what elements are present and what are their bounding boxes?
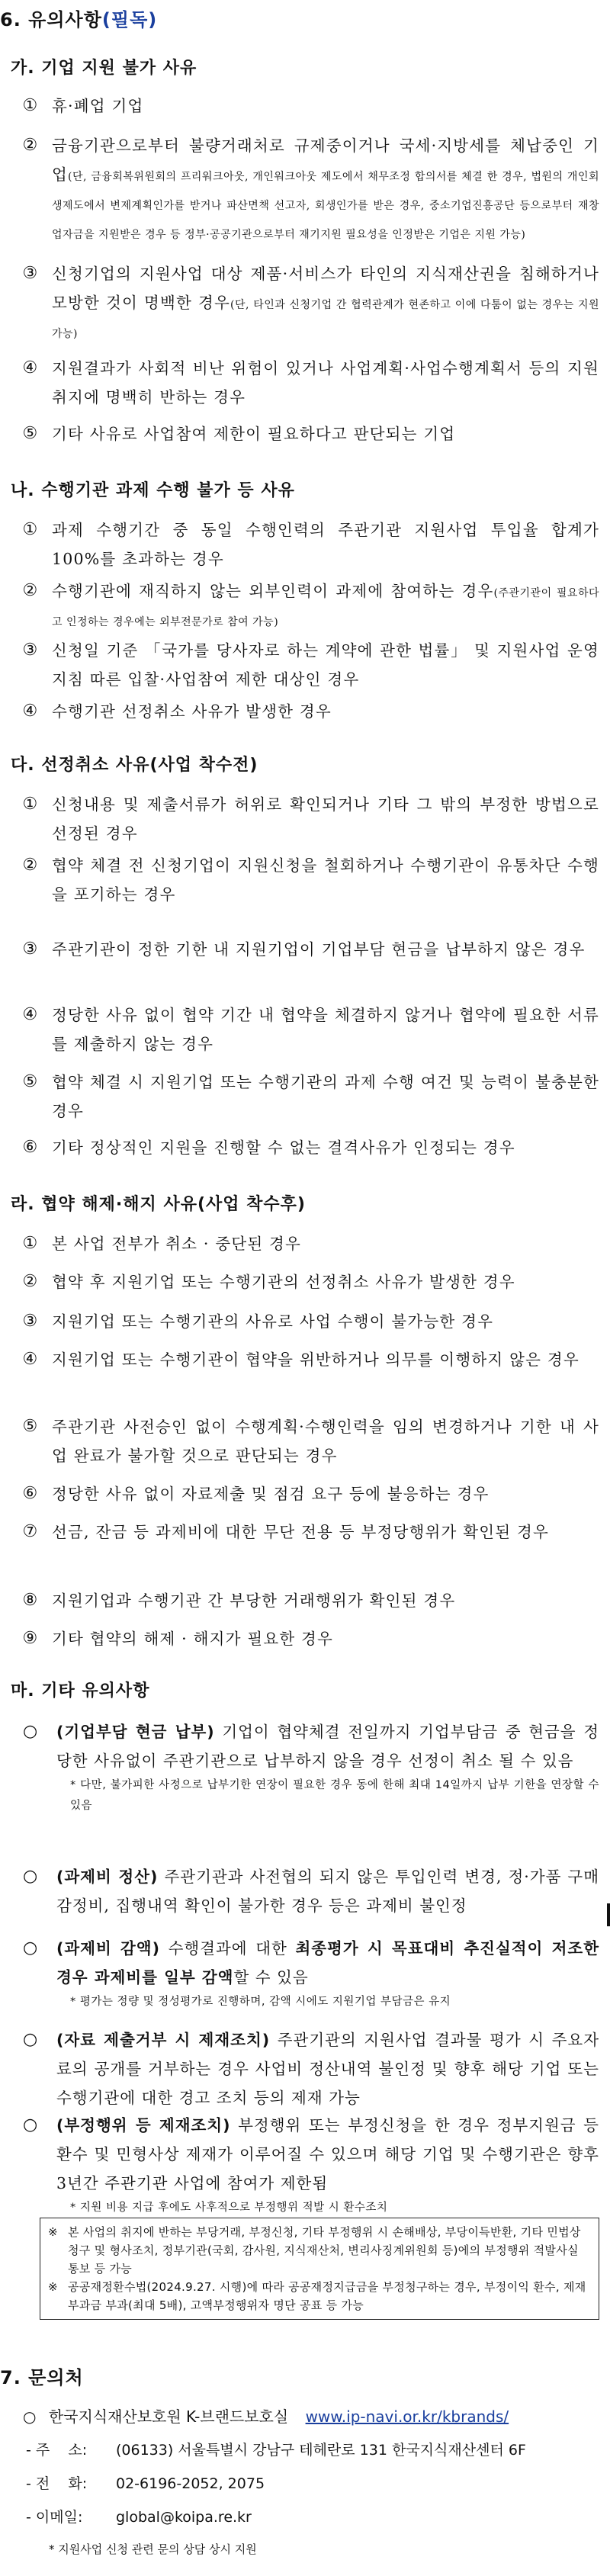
ma-bullet-settlement: ○ (과제비 정산) 주관기관과 사전협의 되지 않은 투입인력 변경, 정·가품 구매 감정비, 집행내역 확인이 불가한 경우 등은 과제비 불인정 [23,1867,600,1915]
na-item-2: ② 수행기관에 재직하지 않는 외부인력이 과제에 참여하는 경우(주관기관이 필요하다고 인정하는 경우에는 외부전문가로 참여 가능) [22,581,599,628]
ga-item-2: ② 금융기관으로부터 불량거래처로 규제중이거나 국세·지방세를 체납중인 기업(단, 금융회복위원회의 프리워크아웃, 개인워크아웃 제도에서 채무조정 합의서를 체결 한 경우, 법원의 개인회생제도에서 변제계획인가를 받거나 파산면책 선고자, 회생인가를 받은 경우, 중소기업진흥공단 등으로부터 재창업자금을 지원받은 경우 등 정부·공공기관으로부터 재기지원 필요성을 인정받은 기업은 지원 가능) [22,136,599,241]
ma-bullet-cash-payment: ○ (기업부담 현금 납부) 기업이 협약체결 전일까지 기업부담금 중 현금을 정당한 사유없이 주관기관으로 납부하지 않을 경우 선정이 취소 될 수 있음 * 다만, 불가피한 사정으로 납부기한 연장이 필요한 경우 동에 한해 최대 14일까지 납부 기한을 연장할 수 있음 [23,1722,600,1812]
ga-item-3: ③ 신청기업의 지원사업 대상 제품·서비스가 타인의 지식재산권을 침해하거나 모방한 것이 명백한 경우(단, 타인과 신청기업 간 협력관계가 현존하고 이에 다툼이 없는 경우는 지원 가능) [22,264,599,340]
contact-url-link[interactable]: www.ip-navi.or.kr/kbrands/ [305,2407,509,2426]
warning-row-1: ※ 본 사업의 취지에 반하는 부당거래, 부정신청, 기타 부정행위 시 손해배상, 부당이득반환, 기타 민법상 청구 및 형사조치, 정부기관(국회, 감사원, 지식재산처, 변리사징계위원회 등)에의 부정행위 적발사실 통보 등 가능 [48,2225,581,2276]
da-item-5: ⑤ 협약 체결 시 지원기업 또는 수행기관의 과제 수행 여건 및 능력이 불충분한 경우 [22,1072,599,1120]
da-item-2: ② 협약 체결 전 신청기업이 지원신청을 철회하거나 수행기관이 유통차단 수행을 포기하는 경우 [22,856,599,904]
ra-item-4: ④ 지원기업 또는 수행기관이 협약을 위반하거나 의무를 이행하지 않은 경우 [22,1350,580,1369]
section-7-title: 7. 문의처 [0,2367,84,2388]
ga-item-1: ① 휴·폐업 기업 [22,96,144,115]
ra-item-2: ② 협약 후 지원기업 또는 수행기관의 선정취소 사유가 발생한 경우 [22,1272,515,1291]
ma-bullet-refusal-sanction: ○ (자료 제출거부 시 제재조치) 주관기관의 지원사업 결과물 평가 시 주요자료의 공개를 거부하는 경우 사업비 정산내역 불인정 및 향후 해당 기업 또는 수행기관에 대한 경고 조치 등의 제재 가능 [23,2030,599,2107]
ga-item-5: ⑤ 기타 사유로 사업참여 제한이 필요하다고 판단되는 기업 [22,424,456,443]
ra-item-3: ③ 지원기업 또는 수행기관의 사유로 사업 수행이 불가능한 경우 [22,1312,494,1331]
contact-org: 한국지식재산보호원 K-브랜드보호실 [48,2407,289,2426]
contact-address: (06133) 서울특별시 강남구 테헤란로 131 한국지식재산센터 6F [116,2442,526,2459]
subsection-ga-title: 가. 기업 지원 불가 사유 [11,59,197,78]
na-item-4: ④ 수행기관 선정취소 사유가 발생한 경우 [22,702,332,721]
ra-item-6: ⑥ 정당한 사유 없이 자료제출 및 점검 요구 등에 불응하는 경우 [22,1484,490,1503]
required-reading-label: (필독) [101,9,158,31]
warning-box [40,2218,599,2320]
na-item-3: ③ 신청일 기준 「국가를 당사자로 하는 계약에 관한 법률」 및 지원사업 운영지침 따른 입찰·사업참여 제한 대상인 경우 [22,641,599,689]
contact-phone-line: - 전 화: 02-6196-2052, 2075 [26,2475,265,2492]
ra-item-1: ① 본 사업 전부가 취소 · 중단된 경우 [22,1234,302,1253]
da-item-3: ③ 주관기관이 정한 기한 내 지원기업이 기업부담 현금을 납부하지 않은 경우 [22,940,586,959]
contact-note: * 지원사업 신청 관련 문의 상담 상시 지원 [49,2542,257,2556]
subsection-ra-title: 라. 협약 해제·해지 사유(사업 착수후) [11,1195,306,1214]
section-6-title: 6. 유의사항(필독) [0,9,158,31]
contact-address-line: - 주 소: (06133) 서울특별시 강남구 테헤란로 131 한국지식재산센터 6F [26,2442,526,2459]
da-item-1: ① 신청내용 및 제출서류가 허위로 확인되거나 기타 그 밖의 부정한 방법으로 선정된 경우 [22,795,599,843]
page-edge-mark [607,1903,610,1926]
ra-item-9: ⑨ 기타 협약의 해제 · 해지가 필요한 경우 [22,1629,334,1648]
da-item-4: ④ 정당한 사유 없이 협약 기간 내 협약을 체결하지 않거나 협약에 필요한 서류를 제출하지 않는 경우 [22,1005,599,1053]
circle-bullet-icon: ○ [23,2407,37,2426]
subsection-da-title: 다. 선정취소 사유(사업 착수전) [11,756,258,775]
ra-item-8: ⑧ 지원기업과 수행기관 간 부당한 거래행위가 확인된 경우 [22,1591,456,1610]
ra-item-5: ⑤ 주관기관 사전승인 없이 수행계획·수행인력을 임의 변경하거나 기한 내 사업 완료가 불가할 것으로 판단되는 경우 [22,1417,599,1465]
contact-phone: 02-6196-2052, 2075 [116,2475,265,2492]
subsection-na-title: 나. 수행기관 과제 수행 불가 등 사유 [11,481,295,500]
contact-org-line [23,2402,602,2431]
contact-email[interactable]: global@koipa.re.kr [116,2509,252,2526]
ma-bullet-reduction: ○ (과제비 감액) 수행결과에 대한 최종평가 시 목표대비 추진실적이 저조한 경우 과제비를 일부 감액할 수 있음 * 평가는 정량 및 정성평가로 진행하며, 감액 시에도 지원기업 부담금은 유지 [23,1938,600,2008]
da-item-6: ⑥ 기타 정상적인 지원을 진행할 수 없는 결격사유가 인정되는 경우 [22,1138,515,1157]
subsection-ma-title: 마. 기타 유의사항 [11,1681,150,1701]
ma-bullet-fraud-sanction: ○ (부정행위 등 제재조치) 부정행위 또는 부정신청을 한 경우 정부지원금 등 환수 및 민형사상 제재가 이루어질 수 있으며 해당 기업 및 수행기관은 향후 3년간 주관기관 사업에 참여가 제한됨 * 지원 비용 지급 후에도 사후적으로 부정행위 적발 시 환수조치 [23,2115,599,2214]
na-item-1: ① 과제 수행기간 중 동일 수행인력의 주관기관 지원사업 투입율 합계가 100%를 초과하는 경우 [22,520,599,568]
ra-item-7: ⑦ 선금, 잔금 등 과제비에 대한 무단 전용 등 부정당행위가 확인된 경우 [22,1522,549,1541]
ga-item-4: ④ 지원결과가 사회적 비난 위험이 있거나 사업계획·사업수행계획서 등의 지원 취지에 명백히 반하는 경우 [22,358,599,406]
contact-email-line: - 이메일: global@koipa.re.kr [26,2509,252,2526]
warning-row-2: ※ 공공재정환수법(2024.9.27. 시행)에 따라 공공재정지급금을 부정청구하는 경우, 부정이익 환수, 제재 부과금 부과(최대 5배), 고액부정행위자 명단 공표 등 가능 [48,2280,586,2312]
